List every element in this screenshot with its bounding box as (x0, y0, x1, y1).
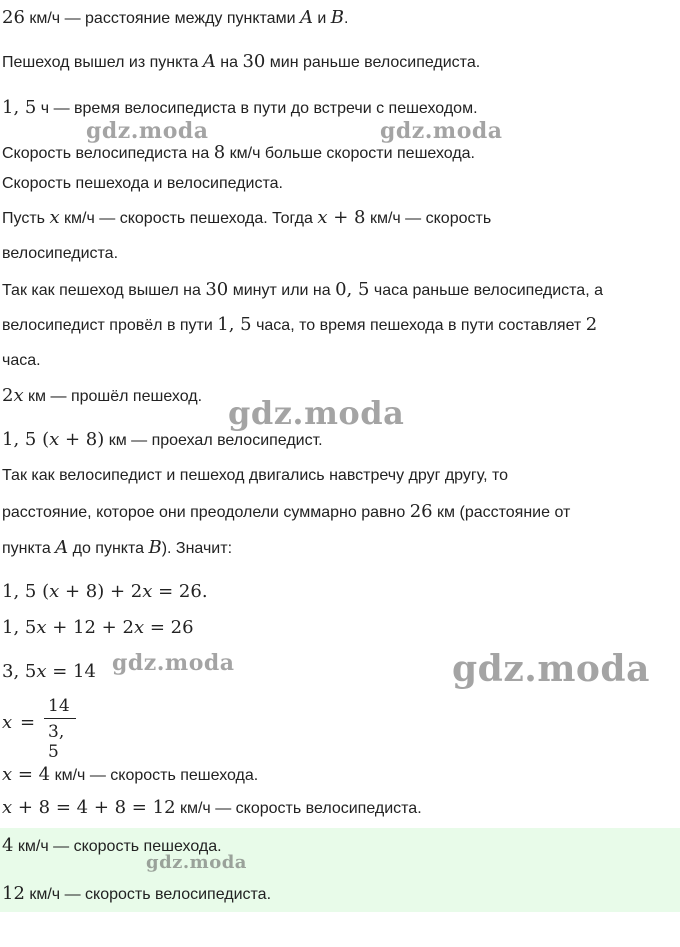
text: на (215, 54, 243, 71)
math: 30 (205, 279, 229, 300)
text: км/ч — скорость пешехода. Тогда (59, 210, 318, 227)
math: x (2, 712, 13, 733)
line-question (2, 174, 283, 194)
math: 3, 5 (2, 661, 37, 682)
text: км (расстояние от (432, 504, 571, 521)
math: 1, 5 ( (2, 429, 50, 450)
equation-3 (2, 662, 96, 683)
text: ч — время велосипедиста в пути до встречи с пешеходом. (36, 100, 478, 117)
line-let-x (2, 208, 491, 229)
math: A (55, 537, 69, 558)
text: и (312, 10, 331, 27)
math: x (49, 429, 60, 450)
math: x (13, 385, 24, 406)
math: A (202, 51, 216, 72)
watermark: gdz.moda (86, 118, 209, 144)
text: велосипедист провёл в пути (2, 317, 218, 334)
math: + 8) (59, 429, 105, 450)
line-cyclist-time (2, 98, 478, 119)
math: x (49, 207, 60, 228)
math: 26 (2, 7, 25, 28)
math: x (317, 207, 328, 228)
math: + 8 = 4 + 8 = 12 (12, 797, 176, 818)
math: 1, 5 (2, 617, 37, 638)
fraction-numerator: 14 (48, 696, 70, 716)
math: = 14 (46, 661, 96, 682)
text: часа раньше велосипедиста, а (369, 282, 603, 299)
math: 8 (213, 142, 226, 163)
fraction-bar (44, 718, 76, 719)
math: 2 (2, 385, 14, 406)
math: x (36, 661, 47, 682)
text: часа, то время пешехода в пути составляет (251, 317, 586, 334)
text: Скорость пешехода и велосипедиста. (2, 175, 283, 192)
text: ). Значит: (161, 540, 233, 557)
math: + 8) + 2 (59, 581, 143, 602)
line-pedestrian-distance (2, 386, 202, 407)
math: 1, 5 ( (2, 581, 50, 602)
text: минут или на (228, 282, 336, 299)
math: x (36, 617, 47, 638)
math: A (299, 7, 313, 28)
text: Так как пешеход вышел на (2, 282, 206, 299)
text: км — прошёл пешеход. (23, 388, 203, 405)
watermark: gdz.moda (380, 118, 503, 144)
math: B (330, 7, 345, 28)
line-from-a-to-b (2, 538, 232, 559)
line-cyclist-distance (2, 430, 323, 451)
text: до пункта (68, 540, 149, 557)
text: км/ч — скорость (365, 210, 492, 227)
watermark: gdz.moda (228, 394, 405, 432)
text: км/ч — скорость велосипедиста. (175, 800, 422, 817)
math: 1, 5 (2, 97, 37, 118)
watermark: gdz.moda (112, 650, 235, 676)
text: пункта (2, 540, 56, 557)
math: 12 (2, 883, 25, 904)
text: расстояние, которое они преодолели суммарно равно (2, 504, 410, 521)
line-x8-result (2, 798, 422, 819)
text: мин раньше велосипедиста. (265, 54, 481, 71)
answer-block (0, 828, 680, 912)
math: 26 (409, 501, 433, 522)
math: 0, 5 (335, 279, 370, 300)
math: x (2, 764, 13, 785)
text: Так как велосипедист и пешеход двигались навстречу друг другу, то (2, 467, 509, 484)
math: + 8 (327, 207, 366, 228)
text: км — проехал велосипедист. (104, 432, 323, 449)
math: 1, 5 (217, 314, 252, 335)
equation-2 (2, 618, 194, 639)
equation-1 (2, 582, 208, 603)
line-cyclist-word (2, 244, 118, 264)
math: 30 (242, 51, 266, 72)
line-cyclist-spent (2, 315, 597, 336)
text: км/ч — скорость велосипедиста. (24, 886, 272, 903)
text: Скорость велосипедиста на (2, 145, 214, 162)
line-distance-sum (2, 502, 570, 523)
watermark: gdz.moda (146, 852, 247, 873)
math: x (133, 617, 145, 638)
line-since (2, 280, 603, 301)
text: Пешеход вышел из пункта (2, 54, 203, 71)
text: часа. (2, 352, 41, 369)
line-speed-diff (2, 143, 475, 164)
math: + 12 + 2 (46, 617, 134, 638)
line-distance (2, 8, 348, 29)
math: 4 (2, 835, 14, 856)
math: = 4 (12, 764, 51, 785)
math: x (49, 581, 60, 602)
text: велосипедиста. (2, 245, 119, 262)
math: = 26. (152, 581, 208, 602)
text: км/ч больше скорости пешехода. (225, 145, 475, 162)
fraction-denominator: 3, 5 (48, 722, 65, 762)
text: км/ч — скорость пешехода. (50, 767, 259, 784)
answer-line-cyclist (2, 884, 271, 905)
math: 2 (585, 314, 598, 335)
text: км/ч — расстояние между пунктами (24, 10, 300, 27)
math: B (148, 537, 162, 558)
math: = 26 (144, 617, 194, 638)
line-x-result (2, 765, 258, 786)
text: . (344, 10, 349, 27)
math: x (2, 797, 13, 818)
text: Пусть (2, 210, 50, 227)
math: = (20, 712, 36, 733)
math: x (142, 581, 153, 602)
line-pedestrian-left (2, 52, 480, 73)
text: км/ч — скорость пешехода. (13, 838, 222, 855)
line-toward (2, 466, 508, 486)
line-hours (2, 351, 41, 371)
watermark: gdz.moda (452, 648, 650, 690)
